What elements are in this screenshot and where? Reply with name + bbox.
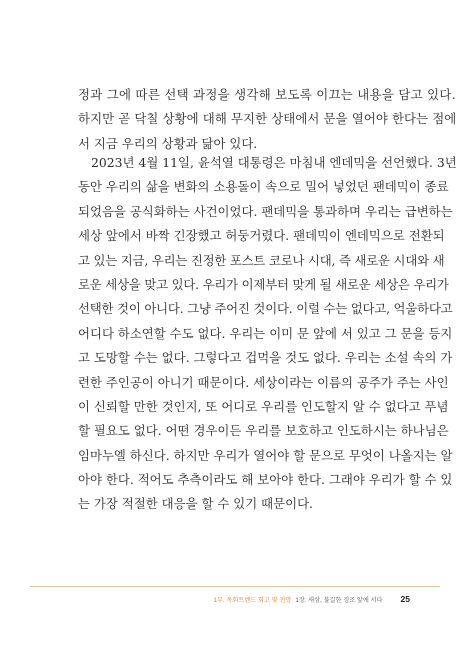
- text-line: 할 필요도 없다. 어떤 경우이든 우리를 보호하고 인도하시는 하나님은: [78, 423, 449, 439]
- text-line: 는 가장 적절한 대응을 할 수 있기 때문이다.: [78, 496, 313, 512]
- text-line: 아야 한다. 적어도 추측이라도 해 보아야 한다. 그래야 우리가 할 수 있: [78, 472, 453, 488]
- text-line: 이 신뢰할 만한 것인지, 또 어디로 우리를 인도할지 알 수 없다고 푸념: [78, 398, 449, 414]
- text-line: 어디다 하소연할 수도 없다. 우리는 이미 문 앞에 서 있고 그 문을 등지: [78, 325, 453, 341]
- text-line: 고 있는 지금, 우리는 진정한 포스트 코로나 시대, 즉 새로운 시대와 새: [78, 252, 445, 268]
- text-line: 하지만 곧 닥칠 상황에 대해 무지한 상태에서 문을 열어야 한다는 점에: [78, 111, 457, 127]
- text-line: 2023년 4월 11일, 윤석열 대통령은 마침내 엔데믹을 선언했다. 3년: [91, 155, 457, 170]
- text-line: 세상 앞에서 바짝 긴장했고 허둥거렸다. 팬데믹이 엔데믹으로 전환되: [78, 228, 445, 244]
- text-line: 서 지금 우리의 상황과 닮아 있다.: [78, 135, 258, 151]
- text-line: 되었음을 공식화하는 사건이었다. 팬데믹을 통과하며 우리는 급변하는: [78, 203, 453, 219]
- page-number: 25: [400, 594, 410, 604]
- text-line: 련한 주인공이 아니기 때문이다. 세상이라는 이름의 공주가 주는 사인: [78, 374, 449, 390]
- text-line: 임마누엘 하신다. 하지만 우리가 열어야 할 문으로 무엇이 나올지는 알: [78, 447, 453, 463]
- text-line: 선택한 것이 아니다. 그냥 주어진 것이다. 이럴 수는 없다고, 억울하다고: [78, 301, 453, 317]
- footer-chapter-title: 1장. 새삼, 불길한 징조 앞에 서다: [295, 596, 383, 604]
- page-footer: [0, 592, 410, 606]
- body-paragraph-2: [78, 151, 457, 517]
- body-paragraph-1: [78, 83, 457, 156]
- text-line: 정과 그에 따른 선택 과정을 생각해 보도록 이끄는 내용을 담고 있다.: [78, 87, 456, 102]
- text-line: 동안 우리의 삶을 변화의 소용돌이 속으로 밀어 넣었던 팬데믹이 종료: [78, 179, 449, 195]
- text-line: 고 도망할 수는 없다. 그렇다고 겁먹을 것도 없다. 우리는 소설 속의 가: [78, 350, 453, 366]
- text-line: 로운 세상을 맞고 있다. 우리가 이제부터 맞게 될 새로운 세상은 우리가: [78, 276, 449, 292]
- footer-part-title: 1부. 목회트렌드 회고 및 전망: [213, 596, 292, 604]
- footer-divider: [30, 586, 440, 587]
